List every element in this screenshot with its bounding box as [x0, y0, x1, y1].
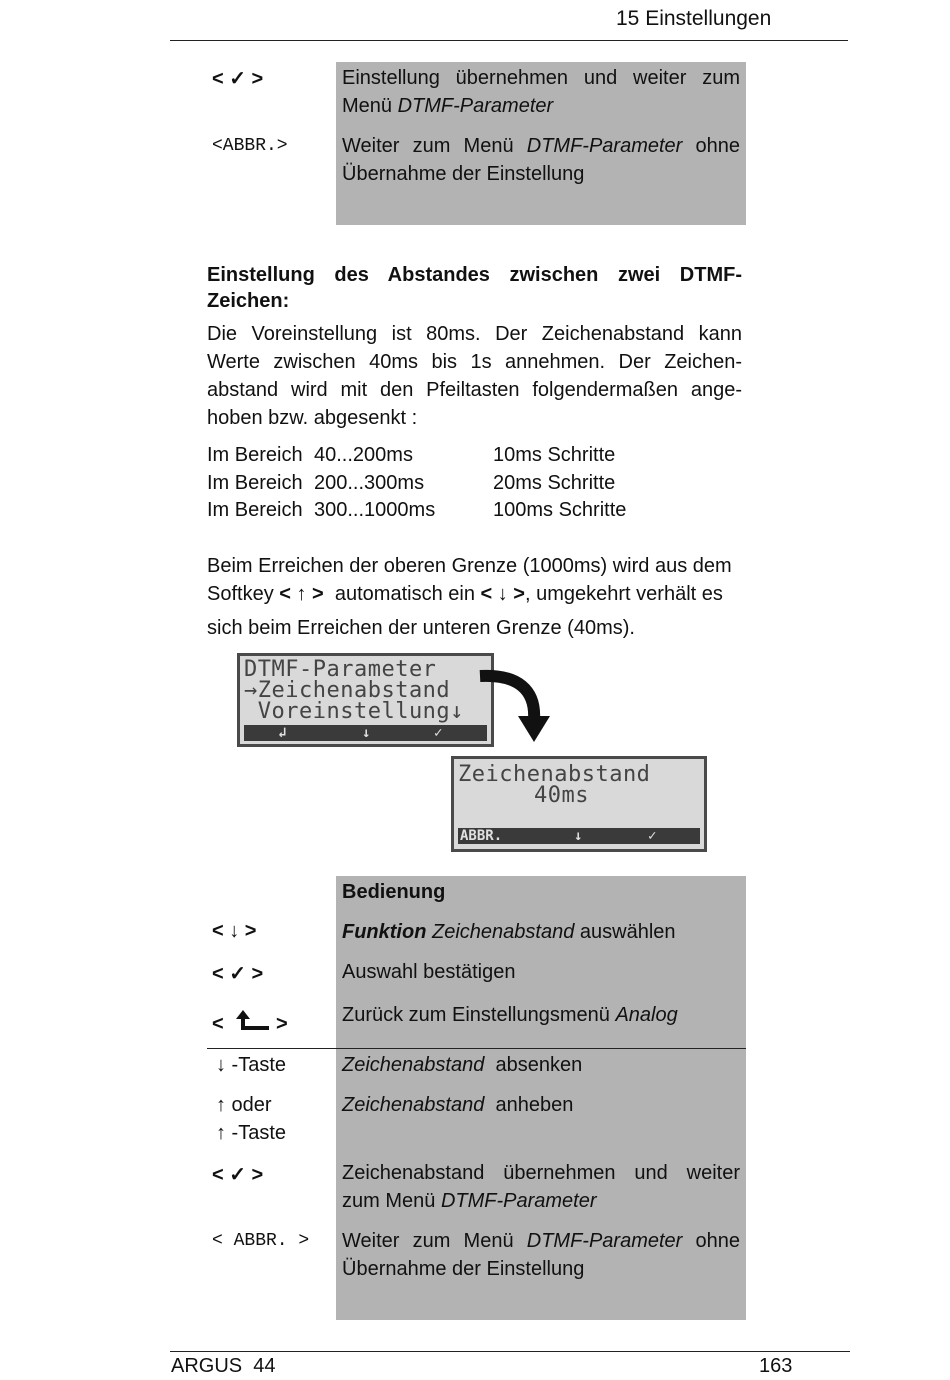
box1-row1 — [342, 64, 740, 120]
lcd-line-2: 40ms — [534, 783, 589, 808]
abbr-key: <ABBR.> — [212, 136, 288, 156]
up-oder: ↑ oder — [216, 1094, 272, 1116]
row3-text: Zurück zum Einstellungsmenü — [342, 1004, 610, 1026]
setting-name: Zeichenabstand — [342, 1094, 485, 1116]
range-value-2: 200...300ms — [314, 472, 425, 494]
page-number: 163 — [759, 1355, 793, 1377]
menu-analog: Analog — [615, 1004, 678, 1026]
note-softkey: Softkey — [207, 583, 274, 605]
chapter-title: 15 Einstellungen — [616, 7, 772, 30]
softkey-check-icon: ✓ — [648, 828, 657, 844]
back-key-right: > — [276, 1013, 288, 1035]
range-label: Im Bereich — [207, 499, 303, 521]
row4-action: absenken — [495, 1054, 583, 1076]
down-key: < ↓ > — [480, 583, 525, 605]
lcd-line-2: →Zeichenabstand — [244, 678, 451, 703]
range-label: Im Bereich — [207, 444, 303, 466]
row7-text: Weiter zum Menü — [342, 1230, 514, 1252]
range-step-3: 100ms Schritte — [493, 499, 627, 521]
box2-row7 — [342, 1227, 740, 1283]
down-taste: ↓ -Taste — [216, 1054, 287, 1076]
row7-menu: DTMF-Parameter — [526, 1230, 683, 1252]
softkey-abbr-label: ABBR. — [460, 828, 503, 844]
section-heading: Einstellung des Abstandes zwischen zwei DTMF-Zeichen: — [207, 264, 742, 312]
lcd-screen-menu — [237, 653, 494, 747]
range-step-2: 20ms Schritte — [493, 472, 616, 494]
box1-row2-text: Weiter zum Menü — [342, 135, 514, 157]
softkey-check-icon: ✓ — [434, 725, 443, 741]
note-line-3: sich beim Erreichen der unteren Grenze (40ms). — [207, 617, 635, 639]
return-arrow-icon — [234, 1008, 272, 1032]
range-label: Im Bereich — [207, 472, 303, 494]
setting-name: Zeichenabstand — [342, 1054, 485, 1076]
check-key: < ✓ > — [212, 1164, 264, 1186]
row5-action: anheben — [495, 1094, 574, 1116]
box2-row3 — [342, 1001, 678, 1029]
softkey-down-icon: ↓ — [362, 725, 371, 741]
note-auto: automatisch ein — [334, 583, 475, 605]
note-reverse: , umgekehrt verhält es — [525, 583, 723, 605]
down-key: < ↓ > — [212, 920, 257, 942]
transition-arrow-icon — [478, 668, 558, 748]
abbr-key: < ABBR. > — [212, 1231, 310, 1251]
lcd-softkey-bar — [458, 828, 700, 844]
box1-row2-menu: DTMF-Parameter — [526, 135, 683, 157]
setting-name: Zeichenabstand — [432, 921, 575, 943]
box1-row2 — [342, 132, 740, 188]
box1-row2-post: ohne Übernahme der Einstellung — [342, 135, 740, 185]
range-row-3 — [207, 496, 303, 524]
row1-action: auswählen — [579, 921, 676, 943]
check-key: < ✓ > — [212, 963, 264, 985]
lcd-softkey-bar — [244, 725, 487, 741]
lcd-screen-value — [451, 756, 707, 852]
function-label: Funktion — [342, 921, 427, 943]
row7-post: ohne Übernahme der Einstellung — [342, 1230, 740, 1280]
range-value-1: 40...200ms — [314, 444, 413, 466]
box2-row6 — [342, 1159, 740, 1215]
softkey-down-icon: ↓ — [574, 828, 583, 844]
lcd-line-1: Zeichenabstand — [458, 762, 651, 787]
check-key: < ✓ > — [212, 68, 264, 90]
operation-title: Bedienung — [342, 881, 446, 903]
up-taste: ↑ -Taste — [216, 1122, 287, 1144]
row6-menu: DTMF-Parameter — [440, 1190, 597, 1212]
box2-row1 — [342, 918, 676, 946]
range-step-1: 10ms Schritte — [493, 444, 616, 466]
note-line-2 — [207, 580, 747, 608]
range-row-2 — [207, 469, 303, 497]
lcd-line-1: DTMF-Parameter — [244, 657, 437, 682]
box1-row1-menu: DTMF-Parameter — [397, 95, 554, 117]
row6-text: Zeichenabstand übernehmen und weiter zum Menü — [342, 1162, 740, 1212]
box2-row4 — [342, 1051, 582, 1079]
note-line-1: Beim Erreichen der oberen Grenze (1000ms) wird aus dem — [207, 555, 732, 577]
header-rule — [170, 40, 848, 41]
range-row-1 — [207, 441, 303, 469]
lcd-line-3: Voreinstellung↓ — [244, 699, 464, 724]
range-value-3: 300...1000ms — [314, 499, 436, 521]
section-intro: Die Voreinstellung ist 80ms. Der Zeichenabstand kann Werte zwischen 40ms bis 1s annehmen. Der Zeichen-abstand wird mit den Pfeiltasten folgendermaßen ange-hoben bzw. abgesenkt : — [207, 323, 742, 429]
box2-row2: Auswahl bestätigen — [342, 961, 516, 983]
table-divider — [207, 1048, 746, 1049]
softkey-back-icon: ↲ — [278, 725, 287, 741]
footer-product: ARGUS 44 — [171, 1355, 276, 1377]
up-key: < ↑ > — [279, 583, 324, 605]
back-key-left: < — [212, 1013, 224, 1035]
box2-row5 — [342, 1091, 573, 1119]
box1-row1-text: Einstellung übernehmen und weiter zum Menü — [342, 67, 740, 117]
